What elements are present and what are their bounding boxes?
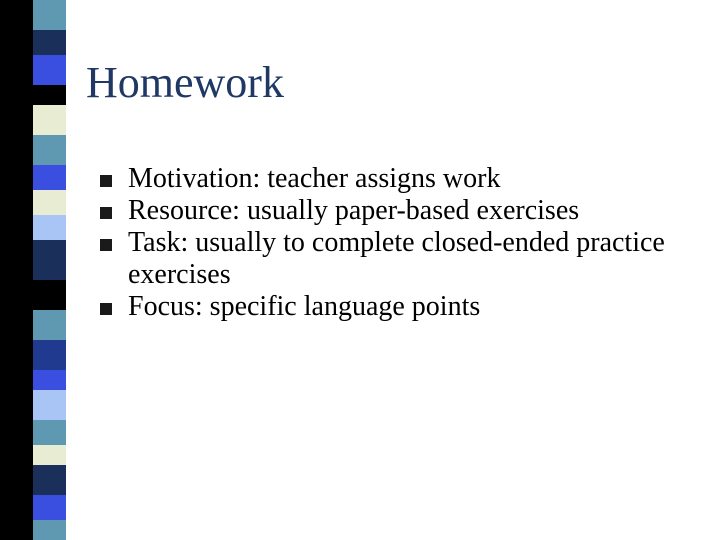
- stripe-block: [33, 310, 66, 340]
- stripe-block: [33, 0, 66, 30]
- stripe-block: [33, 340, 66, 370]
- square-bullet-icon: [100, 239, 112, 251]
- square-bullet-icon: [100, 303, 112, 315]
- stripe-block: [33, 280, 66, 310]
- stripe-column-left: [0, 0, 33, 540]
- stripe-column-mosaic: [33, 0, 66, 540]
- stripe-block: [33, 190, 66, 215]
- square-bullet-icon: [100, 175, 112, 187]
- stripe-block: [33, 520, 66, 540]
- bullet-list: [98, 163, 698, 323]
- bullet-item: [98, 291, 698, 323]
- slide-title: Homework: [86, 58, 284, 107]
- stripe-block: [0, 0, 33, 540]
- bullet-item: [98, 163, 698, 195]
- stripe-block: [33, 30, 66, 55]
- stripe-block: [33, 420, 66, 445]
- stripe-block: [33, 370, 66, 390]
- square-bullet-icon: [100, 207, 112, 219]
- stripe-block: [33, 135, 66, 165]
- bullet-text: Motivation: teacher assigns work: [128, 163, 501, 194]
- stripe-block: [33, 465, 66, 495]
- bullet-item: [98, 195, 698, 227]
- stripe-block: [33, 215, 66, 240]
- bullet-item: [98, 227, 698, 291]
- stripe-block: [33, 55, 66, 85]
- stripe-block: [33, 495, 66, 520]
- bullet-text: Focus: specific language points: [128, 291, 481, 322]
- stripe-block: [33, 105, 66, 135]
- bullet-text: Task: usually to complete closed-ended practice exercises: [128, 227, 665, 290]
- stripe-block: [33, 240, 66, 280]
- stripe-block: [33, 390, 66, 420]
- stripe-block: [33, 165, 66, 190]
- bullet-text: Resource: usually paper-based exercises: [128, 195, 580, 226]
- decorative-stripe: [0, 0, 100, 540]
- stripe-block: [33, 445, 66, 465]
- stripe-block: [33, 85, 66, 105]
